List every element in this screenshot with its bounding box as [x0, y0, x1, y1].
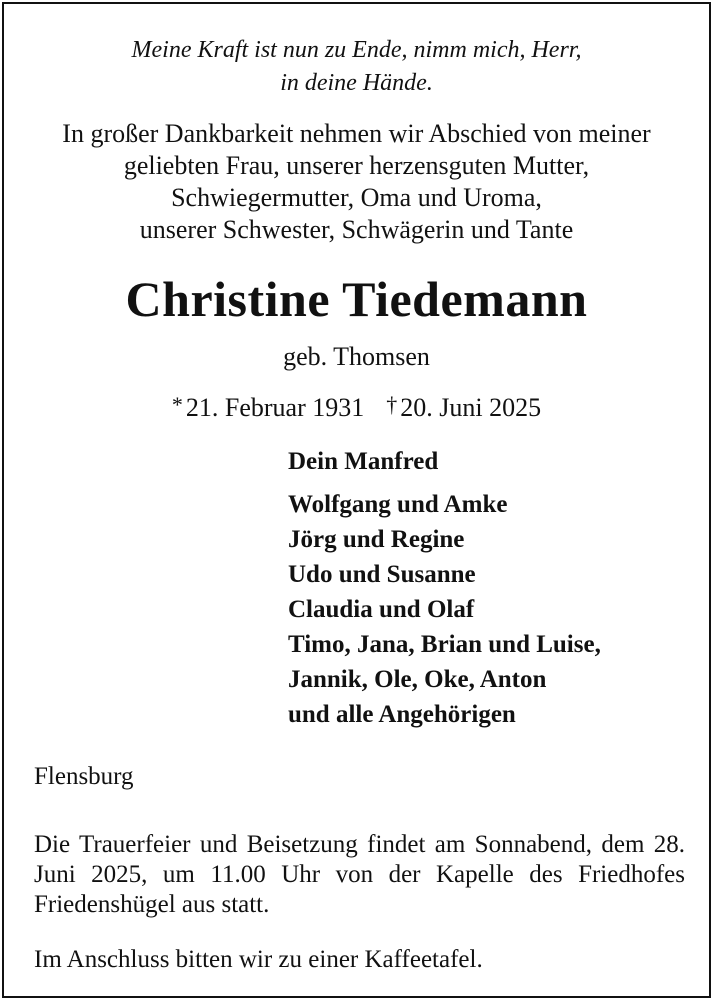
family-member: und alle Angehörigen	[288, 701, 516, 728]
family-member: Udo und Susanne	[288, 561, 476, 588]
ceremony-info: Die Trauerfeier und Beisetzung findet am Sonnabend, dem 28. Juni 2025, um 11.00 Uhr von der Kapelle des Friedhofes Friedenshügel aus statt.	[34, 831, 685, 918]
verse-line-2: in deine Hände.	[280, 70, 433, 96]
maiden-name: geb. Thomsen	[283, 342, 430, 371]
life-dates	[4, 388, 709, 425]
obituary-notice	[2, 2, 711, 998]
verse-line-1: Meine Kraft ist nun zu Ende, nimm mich, Herr,	[131, 37, 582, 63]
family-member: Claudia und Olaf	[288, 596, 475, 623]
family-spouse: Dein Manfred	[288, 448, 439, 475]
death-cross-icon: †	[386, 392, 398, 417]
family-member: Jörg und Regine	[288, 526, 465, 553]
intro-line-2: geliebten Frau, unserer herzensguten Mutter,	[123, 151, 590, 180]
family-member: Timo, Jana, Brian und Luise,	[288, 631, 601, 658]
intro-line-3: Schwiegermutter, Oma und Uroma,	[171, 183, 542, 212]
deceased-name: Christine Tiedemann	[125, 271, 588, 327]
family-list	[288, 444, 601, 732]
birth-date: 21. Februar 1931	[185, 393, 365, 422]
verse	[4, 34, 709, 100]
birth-star-icon: *	[171, 392, 183, 417]
death-date: 20. Juni 2025	[400, 393, 542, 422]
intro-line-4: unserer Schwester, Schwägerin und Tante	[139, 215, 574, 244]
place: Flensburg	[34, 763, 134, 790]
family-member: Wolfgang und Amke	[288, 491, 508, 518]
intro-line-1: In großer Dankbarkeit nehmen wir Abschied von meiner	[62, 119, 651, 148]
family-member: Jannik, Ole, Oke, Anton	[288, 666, 547, 693]
intro-text	[4, 118, 709, 246]
coffee-invitation: Im Anschluss bitten wir zu einer Kaffeetafel.	[34, 946, 483, 973]
